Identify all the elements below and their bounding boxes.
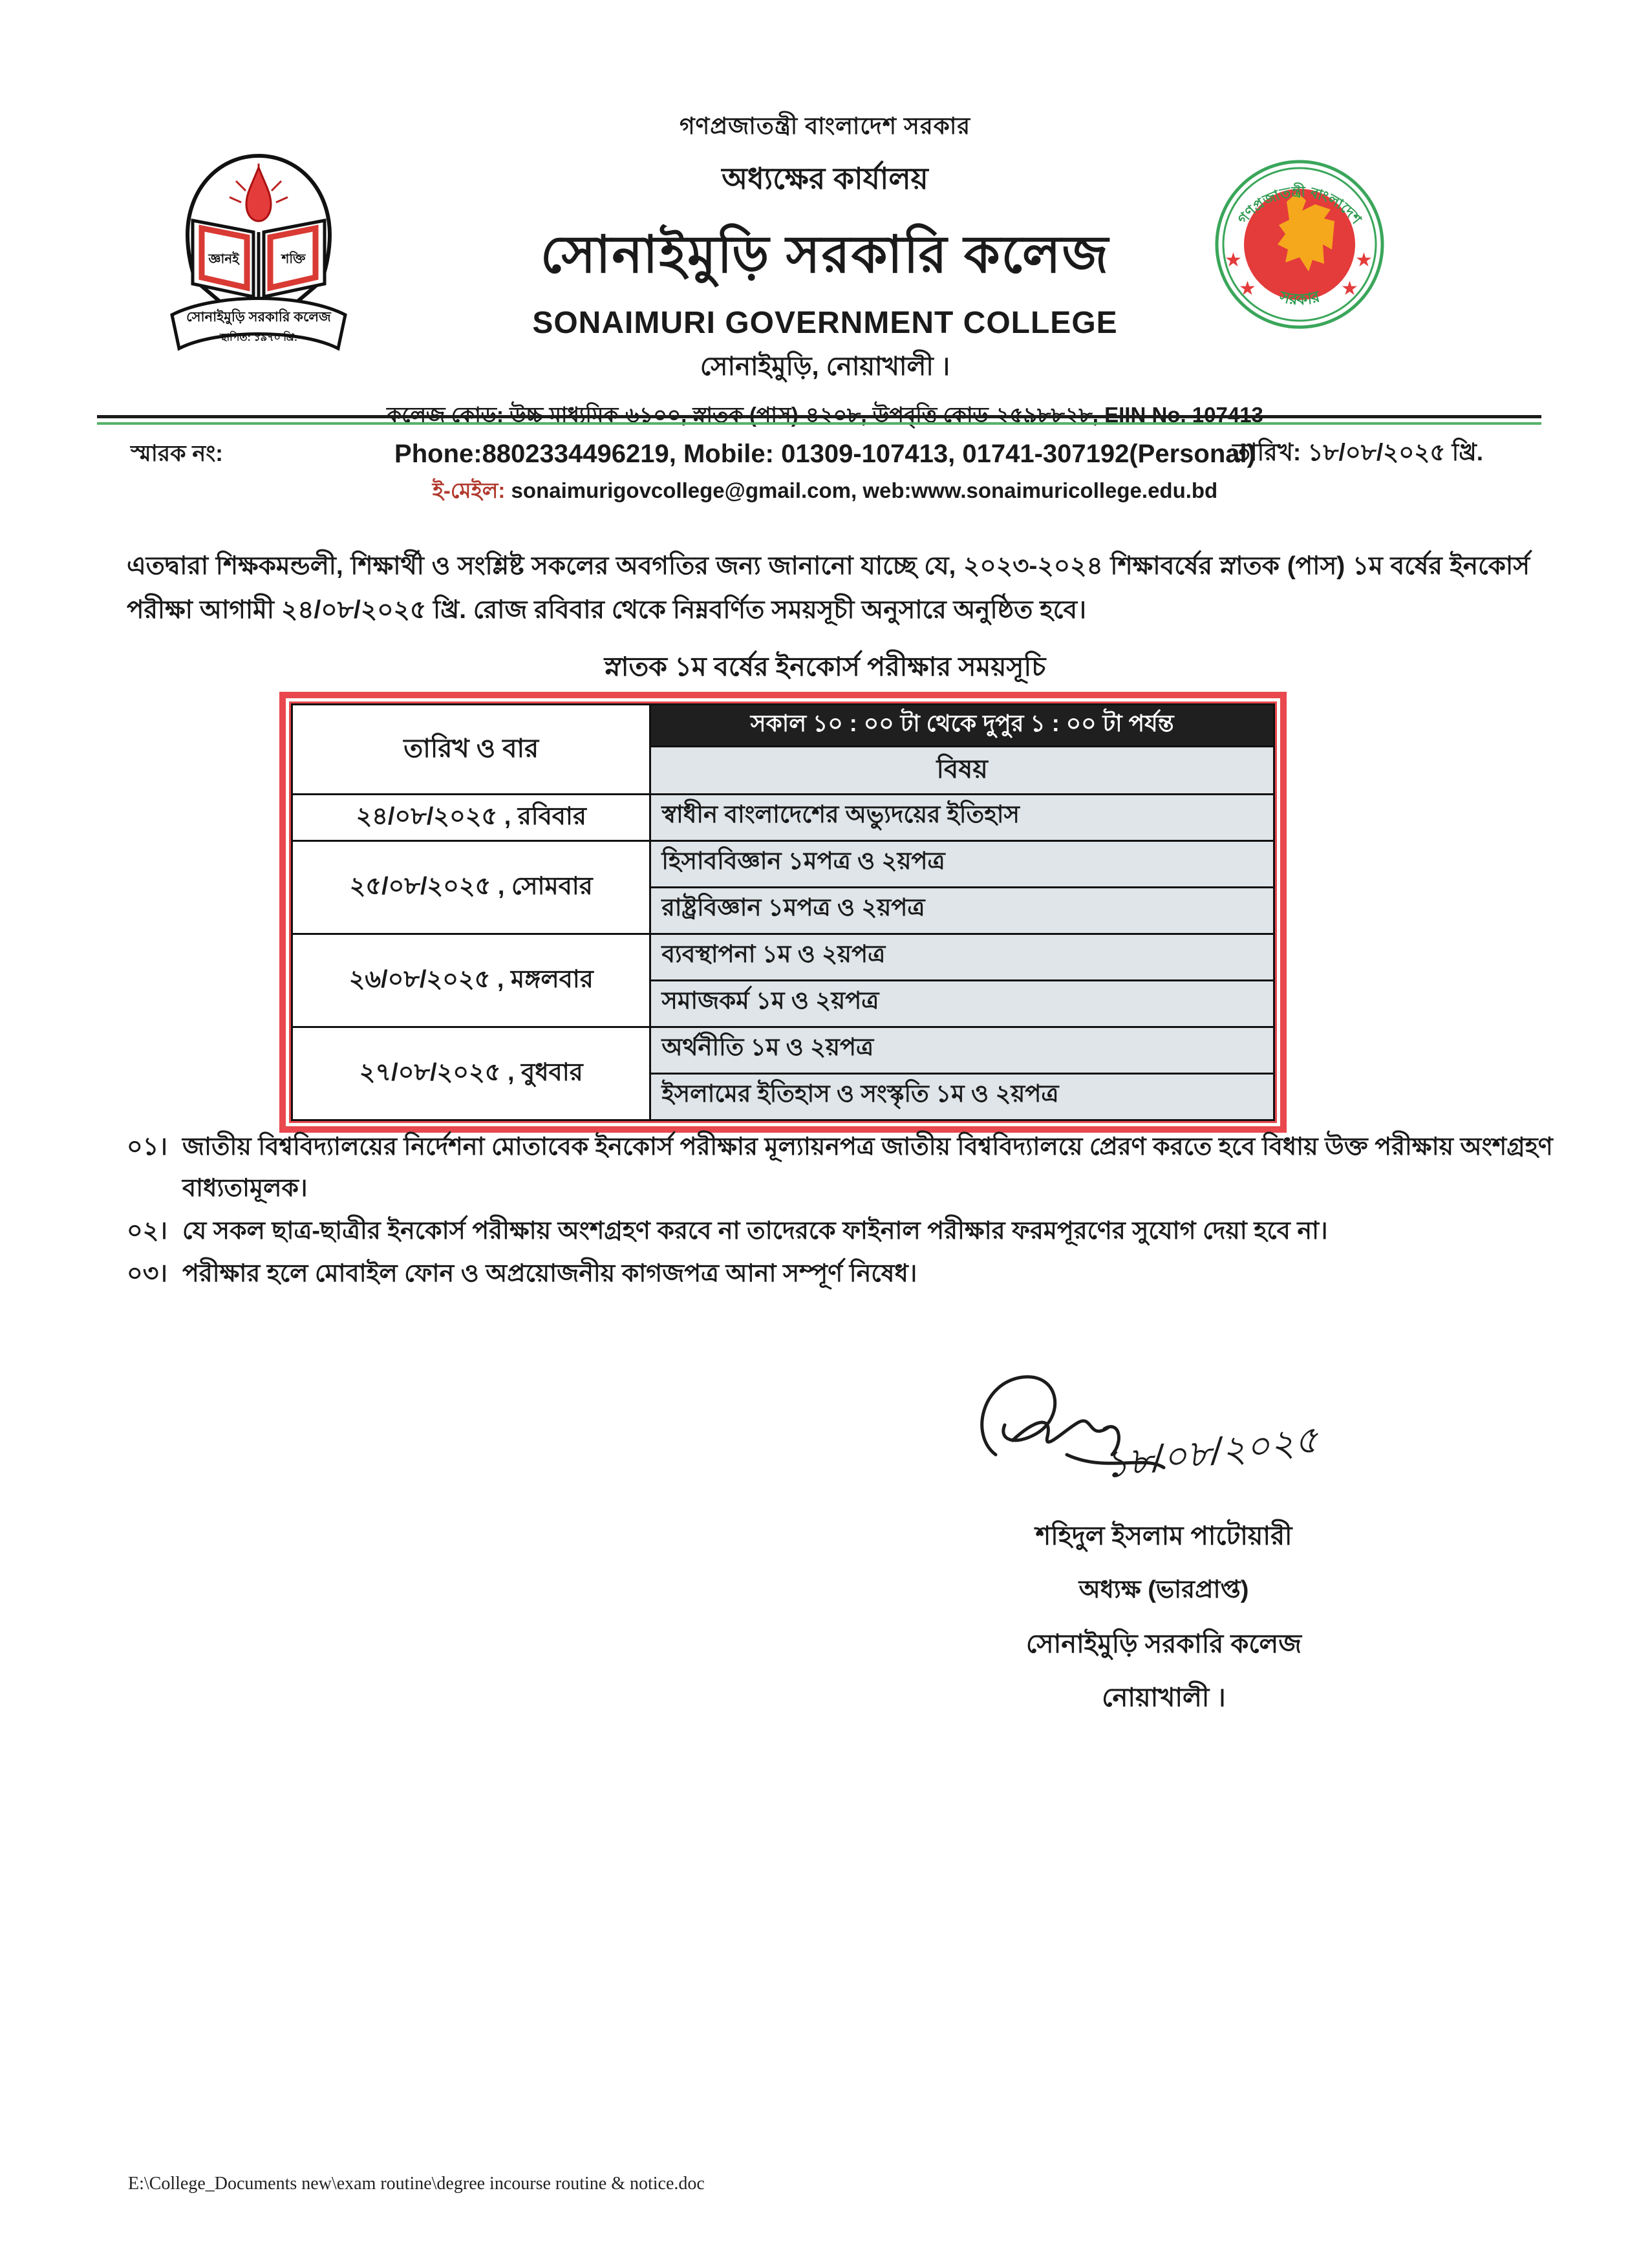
table-cell-subject: ইসলামের ইতিহাস ও সংস্কৃতি ১ম ও ২য়পত্র <box>650 1074 1274 1120</box>
government-line: গণপ্রজাতন্ত্রী বাংলাদেশ সরকার <box>679 112 971 139</box>
table-cell-subject: রাষ্ট্রবিজ্ঞান ১মপত্র ও ২য়পত্র <box>650 888 1274 934</box>
separator-black-line <box>97 415 1541 418</box>
table-title-wrap <box>0 647 1650 698</box>
table-cell-subject: ব্যবস্থাপনা ১ম ও ২য়পত্র <box>650 934 1274 981</box>
email-value: sonaimurigovcollege@gmail.com, web:www.sonaimuricollege.edu.bd <box>505 478 1218 502</box>
signatory-college: সোনাইমুড়ি সরকারি কলেজ <box>1025 1630 1302 1658</box>
table-cell-date: ২৫/০৮/২০২৫ , সোমবার <box>292 841 650 934</box>
svg-text:★: ★ <box>1225 250 1242 271</box>
note-number: ০২। <box>127 1217 168 1245</box>
table-cell-date: ২৪/০৮/২০২৫ , রবিবার <box>292 795 650 841</box>
table-header-date: তারিখ ও বার <box>292 705 650 795</box>
signature-block <box>950 1358 1377 1720</box>
note-item <box>127 1126 1562 1209</box>
handwritten-date: ১৮/০৮/২০২৫ <box>1101 1418 1321 1486</box>
svg-text:★: ★ <box>1355 250 1373 271</box>
note-text: যে সকল ছাত্র-ছাত্রীর ইনকোর্স পরীক্ষায় অংশগ্রহণ করবে না তাদেরকে ফাইনাল পরীক্ষার ফরমপূরণের সুযোগ দেয়া হবে না। <box>182 1217 1328 1245</box>
book-text-left: জ্ঞানই <box>208 252 239 266</box>
note-item <box>127 1253 1562 1294</box>
table-row <box>292 795 1274 841</box>
book-text-right: শক্তি <box>281 252 306 266</box>
table-cell-subject: সমাজকর্ম ১ম ও ২য়পত্র <box>650 981 1274 1027</box>
table-cell-subject: হিসাববিজ্ঞান ১মপত্র ও ২য়পত্র <box>650 841 1274 888</box>
table-header-subject: বিষয় <box>650 747 1274 795</box>
table-title: স্নাতক ১ম বর্ষের ইনকোর্স পরীক্ষার সময়সূচি <box>605 647 1046 698</box>
memo-number-label: স্মারক নং: <box>131 441 223 466</box>
svg-text:★: ★ <box>1341 278 1358 299</box>
svg-text:★: ★ <box>1239 278 1256 299</box>
exam-schedule-table <box>291 703 1275 1121</box>
table-row <box>292 934 1274 981</box>
note-number: ০১। <box>127 1133 167 1161</box>
issue-date: তারিখ: ১৮/০৮/২০২৫ খ্রি. <box>1232 439 1483 465</box>
logo-established-text: স্থাপিত: ১৯৭০ খ্রি: <box>219 332 298 343</box>
note-text: পরীক্ষার হলে মোবাইল ফোন ও অপ্রয়োজনীয় কাগজপত্র আনা সম্পূর্ণ নিষেধ। <box>182 1260 917 1287</box>
table-cell-date: ২৬/০৮/২০২৫ , মঙ্গলবার <box>292 934 650 1027</box>
table-cell-subject: স্বাধীন বাংলাদেশের অভ্যুদয়ের ইতিহাস <box>650 795 1274 841</box>
signatory-name: শহিদুল ইসলাম পাটোয়ারী <box>1035 1522 1292 1550</box>
logo-banner-text: সোনাইমুড়ি সরকারি কলেজ <box>186 310 331 325</box>
footer-file-path: E:\College_Documents new\exam routine\degree incourse routine & notice.doc <box>128 2174 705 2194</box>
separator-green-line <box>97 422 1541 425</box>
table-header-time: সকাল ১০ : ০০ টা থেকে দুপুর ১ : ০০ টা পর্যন্ত <box>650 705 1274 747</box>
college-name-en: SONAIMURI GOVERNMENT COLLEGE <box>532 306 1118 340</box>
note-number: ০৩। <box>127 1260 168 1287</box>
handwritten-signature-icon <box>950 1358 1377 1519</box>
email-line <box>194 474 1456 510</box>
table-cell-date: ২৭/০৮/২০২৫ , বুধবার <box>292 1027 650 1120</box>
college-location: সোনাইমুড়ি, নোয়াখালী । <box>700 352 950 381</box>
notes-list <box>127 1126 1562 1294</box>
note-item <box>127 1210 1562 1252</box>
note-text: জাতীয় বিশ্ববিদ্যালয়ের নির্দেশনা মোতাবেক ইনকোর্স পরীক্ষার মূল্যায়নপত্র জাতীয় বিশ্ববিদ্যালয়ে প্রেরণ করতে হবে বিধায় উক্ত পরীক্ষায় অংশগ্রহণ বাধ্যতামূলক। <box>182 1133 1553 1202</box>
college-name-bn: সোনাইমুড়ি সরকারি কলেজ <box>540 226 1110 283</box>
schedule-table-inner-frame <box>289 701 1277 1123</box>
table-cell-subject: অর্থনীতি ১ম ও ২য়পত্র <box>650 1027 1274 1074</box>
office-line: অধ্যক্ষের কার্যালয় <box>722 162 928 195</box>
phone-line: Phone:8802334496219, Mobile: 01309-107413, 01741-307192(Personal) <box>394 440 1256 468</box>
signatory-district: নোয়াখালী । <box>1102 1684 1226 1712</box>
schedule-table-frame <box>279 692 1287 1133</box>
notice-paragraph: এতদ্বারা শিক্ষকমন্ডলী, শিক্ষার্থী ও সংশ্লিষ্ট সকলের অবগতির জন্য জানানো যাচ্ছে যে, ২০২৩-২০২৪ শিক্ষাবর্ষের স্নাতক (পাস) ১ম বর্ষের ইনকোর্স পরীক্ষা আগামী ২৪/০৮/২০২৫ খ্রি. রোজ রবিবার থেকে নিম্নবর্ণিত সময়সূচী অনুসারে অনুষ্ঠিত হবে। <box>127 552 1530 624</box>
seal-top-arc-text: গণপ্রজাতন্ত্রী বাংলাদেশ <box>1234 183 1365 228</box>
table-row <box>292 841 1274 888</box>
table-row <box>292 1027 1274 1074</box>
signatory-title: অধ্যক্ষ (ভারপ্রাপ্ত) <box>1078 1576 1249 1603</box>
seal-bottom-arc-text: সরকার <box>1277 288 1322 309</box>
email-label: ই-মেইল: <box>432 478 506 502</box>
